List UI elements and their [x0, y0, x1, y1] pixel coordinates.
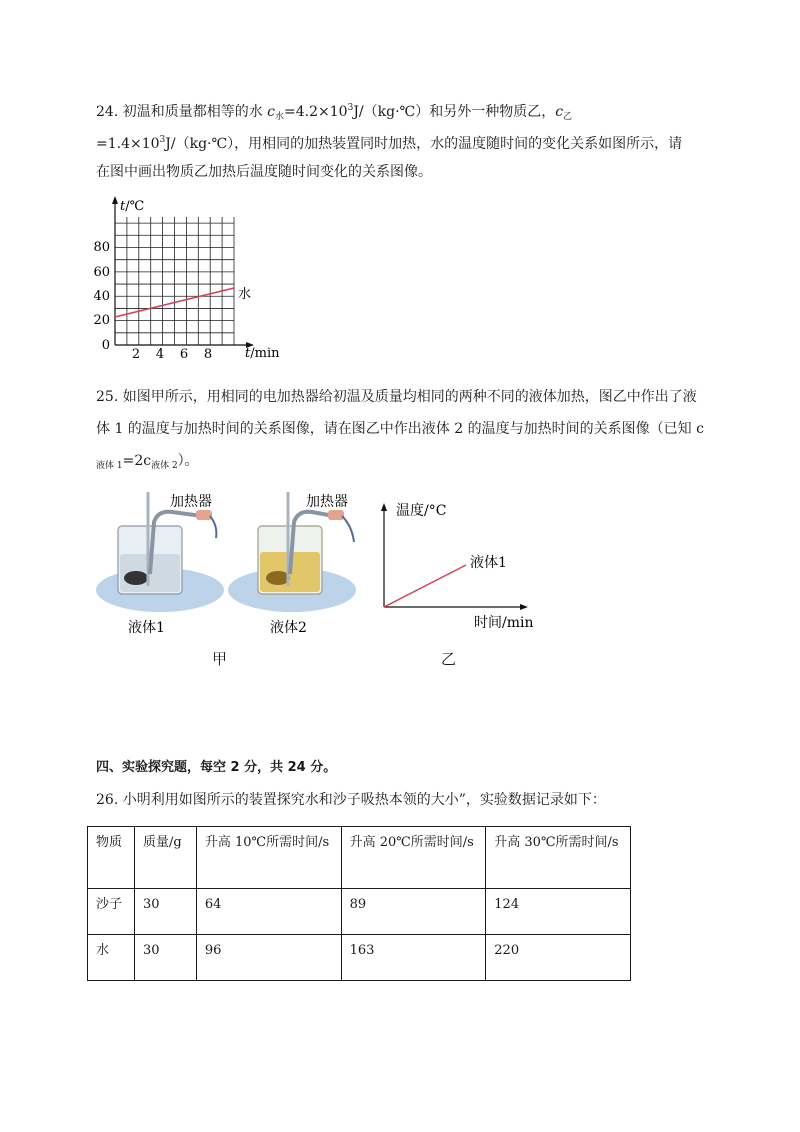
table-cell: 124 [486, 889, 631, 935]
y-tick-60: 60 [93, 265, 110, 280]
heater-1-plug [196, 510, 212, 520]
y-axis-25-arrow [381, 503, 387, 511]
x-axis-25-arrow [520, 604, 528, 610]
header-cell: 升高 10℃所需时间/s [196, 827, 341, 889]
y-tick-0: 0 [101, 338, 110, 353]
heater-2-cable [342, 516, 354, 542]
header-cell: 质量/g [134, 827, 196, 889]
table-cell: 220 [486, 935, 631, 981]
c-symbol: c [267, 104, 276, 120]
water-series-label: 水 [238, 287, 252, 302]
x-tick-2: 2 [131, 347, 141, 362]
graph-25-x-label: 时间/min [474, 615, 534, 631]
heater-label-1: 加热器 [170, 494, 212, 510]
sub-yi: 乙 [563, 112, 573, 122]
q25-sub-1: 液体 1 [96, 461, 123, 471]
x-tick-4: 4 [155, 347, 165, 362]
table-cell: 30 [134, 935, 196, 981]
y-tick-40: 40 [93, 289, 110, 304]
y-tick-80: 80 [93, 240, 110, 255]
graph-24 [90, 190, 300, 365]
x-label-unit: /min [250, 346, 280, 361]
table-header-row [88, 827, 631, 889]
q25-eq: =2c [122, 453, 152, 469]
beaker-1-coil [124, 571, 148, 585]
x-axis-label [245, 346, 280, 361]
table-cell: 沙子 [88, 889, 135, 935]
y-axis-arrow [112, 196, 118, 204]
table-cell: 30 [134, 889, 196, 935]
q25-text-1: 如图甲所示，用相同的电加热器给初温及质量均相同的两种不同的液体加热，图乙中作出了液 [122, 389, 697, 405]
q24-text-1a: 初温和质量都相等的水 [122, 104, 268, 120]
q26-line [96, 790, 606, 810]
q24-text-2b: J/（kg·℃），用相同的加热装置同时加热，水的温度随时间的变化关系如图所示，请 [165, 136, 683, 152]
beaker-2-coil [266, 571, 290, 585]
table-cell: 163 [341, 935, 486, 981]
x-tick-labels [132, 347, 212, 362]
q24-text-1c: J/（kg·℃）和另外一种物质乙， [353, 104, 556, 120]
x-label-var: t [245, 346, 251, 361]
q24-number: 24. [96, 104, 119, 120]
figure-25-yi-graph [372, 495, 552, 635]
x-tick-8: 8 [203, 347, 213, 362]
section-4-title: 四、实验探究题，每空 2 分，共 24 分。 [96, 760, 337, 775]
exp-2: 3 [159, 135, 166, 145]
table-cell: 64 [196, 889, 341, 935]
table-cell: 96 [196, 935, 341, 981]
q24-line-1 [96, 98, 572, 127]
q25-end: ）。 [177, 453, 199, 469]
c-symbol-2: c [555, 104, 564, 120]
table-row [88, 935, 631, 981]
graph-25-series-label: 液体1 [470, 555, 507, 571]
heater-1-cable [210, 516, 216, 538]
heater-label-2: 加热器 [306, 494, 348, 510]
table-cell: 水 [88, 935, 135, 981]
q25-line-1 [96, 387, 697, 407]
heater-2-plug [328, 510, 344, 520]
graph-25-y-label: 温度/°C [396, 503, 447, 519]
q25-line-3 [96, 451, 199, 476]
q26-number: 26. [96, 792, 119, 808]
data-table-26 [87, 826, 631, 981]
x-tick-6: 6 [179, 347, 189, 362]
y-tick-labels [93, 240, 110, 353]
header-cell: 物质 [88, 827, 135, 889]
q24-line-3: 在图中画出物质乙加热后温度随时间变化的关系图像。 [96, 164, 432, 180]
liquid-1-line [384, 565, 466, 607]
table-cell: 89 [341, 889, 486, 935]
y-axis-label [120, 199, 144, 214]
caption-yi: 乙 [441, 650, 457, 668]
q24-text-2a: =1.4×10 [96, 136, 160, 152]
y-label-var: t [120, 199, 126, 214]
table-row [88, 889, 631, 935]
header-cell: 升高 20℃所需时间/s [341, 827, 486, 889]
sub-water: 水 [275, 112, 285, 122]
y-label-unit: /℃ [125, 199, 145, 214]
y-tick-20: 20 [93, 313, 110, 328]
header-cell: 升高 30℃所需时间/s [486, 827, 631, 889]
q26-text: 小明利用如图所示的装置探究水和沙子吸热本领的大小”，实验数据记录如下： [122, 792, 606, 808]
q24-line-2 [96, 130, 682, 154]
grid [115, 217, 234, 345]
beaker-label-1: 液体1 [128, 620, 165, 636]
q25-line-2: 体 1 的温度与加热时间的关系图像，请在图乙中作出液体 2 的温度与加热时间的关系图像（已知 c [96, 421, 704, 437]
beaker-label-2: 液体2 [270, 620, 307, 636]
caption-jia: 甲 [212, 650, 228, 668]
q25-number: 25. [96, 389, 119, 405]
exp-1: 3 [347, 103, 354, 113]
q24-text-1b: =4.2×10 [284, 104, 348, 120]
figure-25-jia [92, 482, 362, 642]
q25-sub-2: 液体 2 [151, 461, 178, 471]
